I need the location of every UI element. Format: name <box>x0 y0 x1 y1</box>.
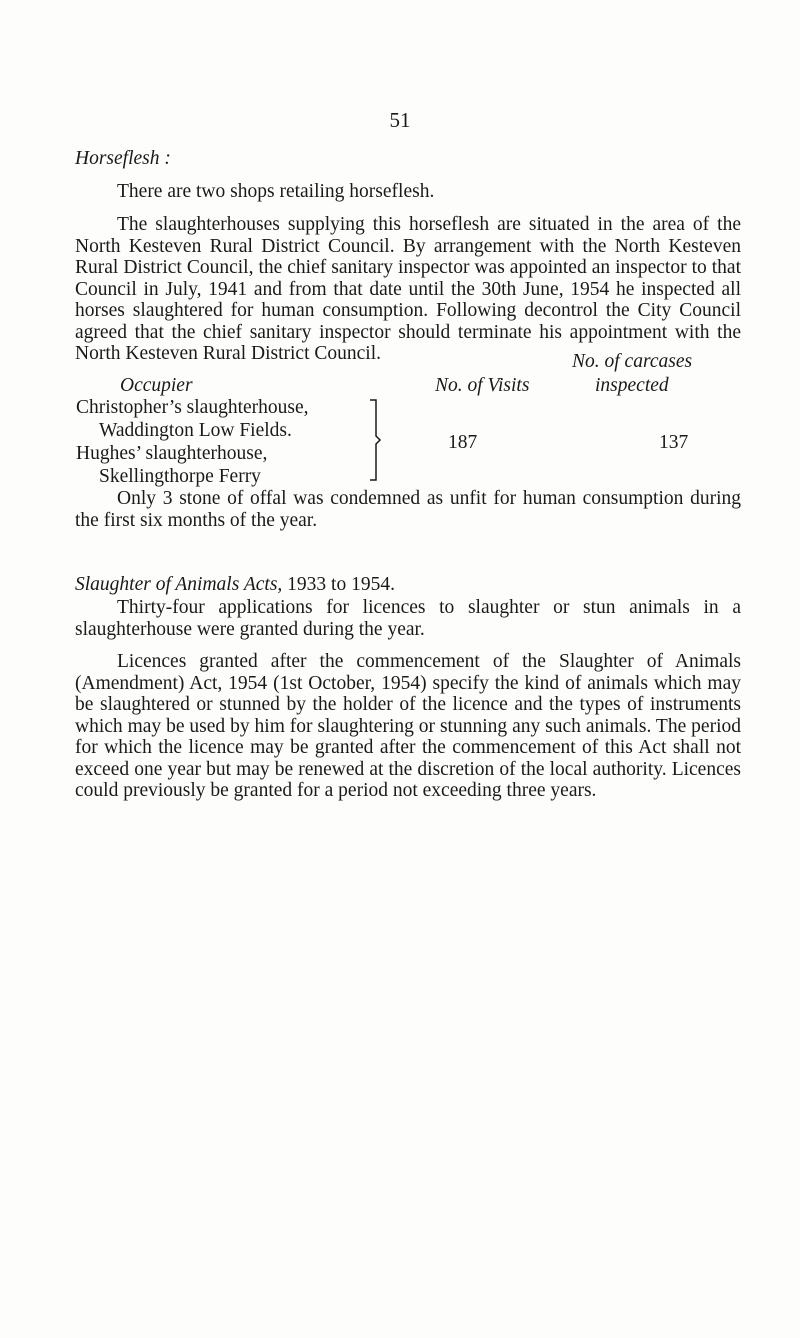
occupier-line: Skellingthorpe Ferry <box>99 466 261 487</box>
offal-paragraph: Only 3 stone of offal was condemned as unfit for human consumption during the first six months of the year. <box>75 488 741 531</box>
header-occupier: Occupier <box>120 375 193 396</box>
occupier-line: Christopher’s slaughterhouse, <box>76 397 309 418</box>
right-brace <box>368 398 382 482</box>
slaughter-paragraph-2: Licences granted after the commencement of the Slaughter of Animals (Amendment) Act, 1954 (1st October, 1954) specify the kind of animals which may be slaughtered or stunned by the holder of the licence and the types of instruments which may be used by him for slaughtering or stunning any such animals. The period for which the licence may be granted after the commencement of this Act shall not exceed one year but may be renewed at the discretion of the local authority. Licences could previously be granted for a period not exceeding three years. <box>75 651 741 801</box>
horseflesh-paragraph: The slaughterhouses supplying this horseflesh are situated in the area of the North Kesteven Rural District Council. By arrangement with the North Kesteven Rural District Council, the chief sanitary inspector was appointed an inspector to that Council in July, 1941 and from that date until the 30th June, 1954 he inspected all horses slaughtered for human consumption. Following decontrol the City Council agreed that the chief sanitary inspector should terminate his appointment with the North Kesteven Rural District Council. <box>75 214 741 364</box>
slaughter-heading <box>75 574 395 596</box>
slaughter-paragraph-1: Thirty-four applications for licences to slaughter or stun animals in a slaughterhouse were granted during the year. <box>75 597 741 640</box>
slaughter-heading-title: Slaughter of Animals Acts, <box>75 574 283 595</box>
occupier-line: Hughes’ slaughterhouse, <box>76 443 268 464</box>
header-visits: No. of Visits <box>435 375 530 396</box>
carcases-value: 137 <box>659 432 689 453</box>
visits-value: 187 <box>448 432 478 453</box>
horseflesh-shops-text: There are two shops retailing horseflesh. <box>117 181 435 202</box>
header-carcases-line1: No. of carcases <box>572 351 693 372</box>
horseflesh-heading: Horseflesh : <box>75 148 171 169</box>
header-carcases-line2: inspected <box>595 375 669 396</box>
page-number: 51 <box>389 108 411 132</box>
occupier-line: Waddington Low Fields. <box>99 420 292 441</box>
slaughter-heading-years: 1933 to 1954. <box>282 574 395 595</box>
